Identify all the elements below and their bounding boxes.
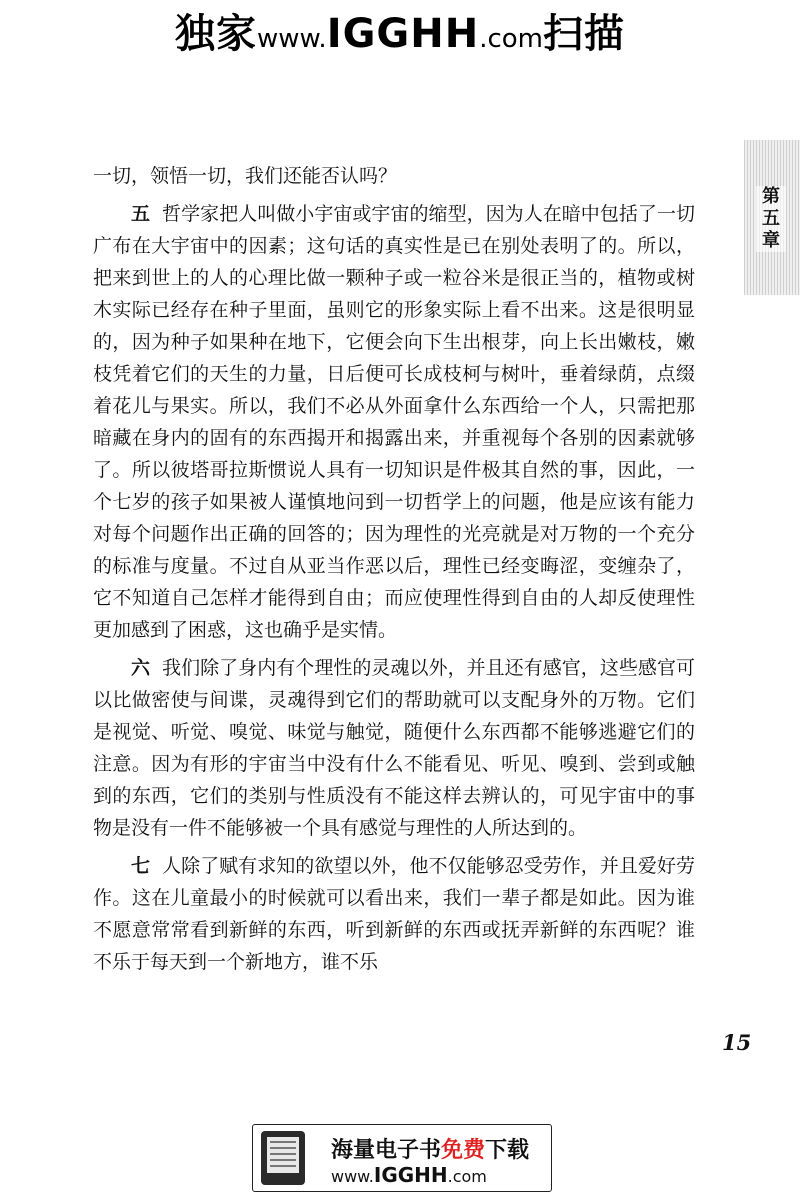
footer-slogan (331, 1133, 529, 1164)
page-number: 15 (722, 1030, 752, 1055)
watermark-brand: IGGHH (326, 11, 480, 57)
paragraph-section-7 (93, 850, 695, 978)
footer-slogan-a: 海量电子书 (331, 1138, 442, 1163)
footer-brand: IGGHH (373, 1163, 448, 1187)
section-number: 六 (131, 657, 151, 679)
footer-slogan-free: 免费 (441, 1138, 486, 1163)
watermark-com: .com (479, 24, 543, 54)
watermark-header (0, 0, 800, 56)
paragraph-section-5 (93, 198, 695, 646)
paragraph-continuation (93, 160, 695, 192)
paragraph-section-6 (93, 652, 695, 844)
section-number: 五 (131, 203, 151, 225)
page-body (93, 160, 695, 984)
footer-banner (252, 1124, 552, 1192)
paragraph-text: 哲学家把人叫做小宇宙或宇宙的缩型，因为人在暗中包括了一切广布在大宇宙中的因素；这句话的真实性是已在别处表明了的。所以，把来到世上的人的心理比做一颗种子或一粒谷米是很正当的，植物或树木实际已经存在种子里面，虽则它的形象实际上看不出来。这是很明显的，因为种子如果种在地下，它便会向下生出根芽，向上长出嫩枝，嫩枝凭着它们的天生的力量，日后便可长成枝柯与树叶，垂着绿荫，点缀着花儿与果实。所以，我们不必从外面拿什么东西给一个人，只需把那暗藏在身内的固有的东西揭开和揭露出来，并重视每个各别的因素就够了。所以彼塔哥拉斯惯说人具有一切知识是件极其自然的事，因此，一个七岁的孩子如果被人谨慎地问到一切哲学上的问题，他是应该有能力对每个问题作出正确的回答的；因为理性的光亮就是对万物的一个充分的标准与度量。不过自从亚当作恶以后，理性已经变晦涩，变缠杂了，它不知道自己怎样才能得到自由；而应使理性得到自由的人却反使理性更加感到了困惑，这也确乎是实情。 (93, 203, 695, 641)
section-number: 七 (131, 855, 151, 877)
footer-slogan-c: 下载 (485, 1138, 530, 1163)
paragraph-text: 人除了赋有求知的欲望以外，他不仅能够忍受劳作，并且爱好劳作。这在儿童最小的时候就可以看出来，我们一辈子都是如此。因为谁不愿意常常看到新鲜的东西，听到新鲜的东西或抚弄新鲜的东西呢？谁不乐于每天到一个新地方，谁不乐 (93, 855, 695, 973)
chapter-label: 第五章 (756, 186, 786, 252)
paragraph-text: 一切，领悟一切，我们还能否认吗？ (93, 165, 398, 187)
watermark-www: www. (257, 24, 327, 54)
watermark-suffix: 扫描 (542, 11, 625, 57)
chapter-side-tab (744, 140, 800, 295)
ebook-reader-icon (261, 1131, 305, 1185)
paragraph-text: 我们除了身内有个理性的灵魂以外，并且还有感官，这些感官可以比做密使与间谍，灵魂得到它们的帮助就可以支配身外的万物。它们是视觉、听觉、嗅觉、味觉与触觉，随便什么东西都不能够逃避它们的注意。因为有形的宇宙当中没有什么不能看见、听见、嗅到、尝到或触到的东西，它们的类别与性质没有不能这样去辨认的，可见宇宙中的事物是没有一件不能够被一个具有感觉与理性的人所达到的。 (93, 657, 695, 839)
footer-com: .com (447, 1167, 487, 1186)
watermark-prefix: 独家 (175, 11, 258, 57)
footer-url (331, 1163, 487, 1187)
footer-www: www. (331, 1167, 374, 1186)
